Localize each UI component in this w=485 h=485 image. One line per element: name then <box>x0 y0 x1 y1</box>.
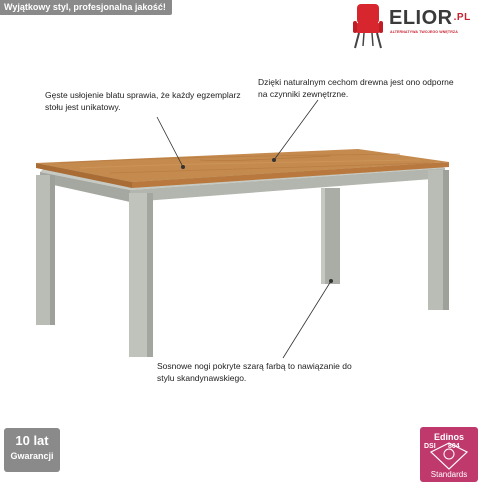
table-leg-back-right <box>321 188 340 284</box>
table-leg-right <box>428 170 449 310</box>
annotation-wood-resistance: Dzięki naturalnym cechom drewna jest ono odporne na czynniki zewnętrzne. <box>258 77 454 99</box>
warranty-label: Gwarancji <box>10 451 54 461</box>
warranty-badge <box>4 428 60 472</box>
table-leg-front-center <box>129 193 153 357</box>
callout-line-bottom <box>283 279 333 358</box>
table-leg-front-left <box>36 175 55 325</box>
warranty-years: 10 lat <box>15 433 49 448</box>
logo-subtitle: ALTERNATYWA TWOJEGO WNĘTRZA <box>390 30 458 34</box>
annotation-painted-legs: Sosnowe nogi pokryte szarą farbą to nawiązanie do stylu skandynawskiego. <box>157 361 352 383</box>
cert-name: Edinos <box>433 432 464 442</box>
cert-right-code: 804 <box>448 443 460 450</box>
logo-tld: .PL <box>453 12 471 23</box>
annotation-tabletop-grain: Gęste usłojenie blatu sprawia, że każdy egzemplarz stołu jest unikatowy. <box>45 90 241 112</box>
cert-left-code: DSI <box>424 443 436 450</box>
cert-standards: Standards <box>430 470 468 479</box>
logo-brand: ELIOR <box>389 7 453 29</box>
certification-badge <box>420 427 478 482</box>
tagline-text: Wyjątkowy styl, profesjonalna jakość! <box>4 2 166 12</box>
